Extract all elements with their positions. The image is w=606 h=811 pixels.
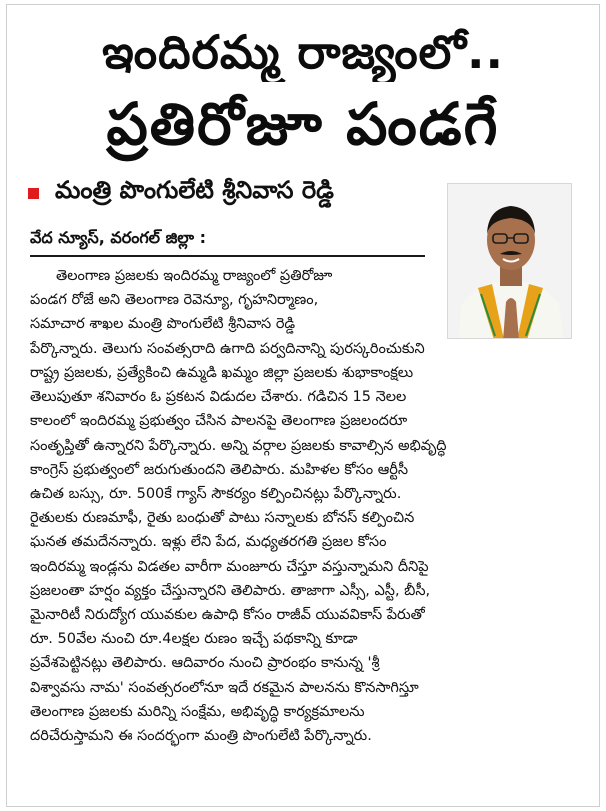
- article-line: పండగ రోజే అని తెలంగాణ రెవెన్యూ, గృహనిర్మాణం,: [30, 292, 319, 309]
- article-line: విశ్వావసు నామ' సంవత్సరంలోనూ ఇదే రకమైన పాలనను కొనసాగిస్తూ: [30, 679, 419, 696]
- minister-photo: [447, 183, 572, 339]
- article-body-top: [30, 264, 440, 361]
- portrait-illustration: [448, 184, 572, 339]
- article-line: ఇందిరమ్మ ఇండ్లను విడతల వారీగా మంజూరు చేస్తూ వస్తున్నామని దీనిపై: [30, 558, 429, 575]
- article-line: రాష్ట్ర ప్రజలకు, ప్రత్యేకించి ఉమ్మడి ఖమ్మం జిల్లా ప్రజలకు శుభాకాంక్షలు: [30, 365, 414, 381]
- article-line: తెలుపుతూ శనివారం ఓ ప్రకటన విడుదల చేశారు. గడిచిన 15 నెలల: [30, 389, 407, 406]
- article-line: కాంగ్రెస్ ప్రభుత్వంలో జరుగుతుందని తెలిపారు. మహిళల కోసం ఆర్టీసీ: [30, 461, 409, 478]
- article-line: కాలంలో ఇందిరమ్మ ప్రభుత్వం చేసిన పాలనపై తెలంగాణ ప్రజలందరూ: [30, 413, 408, 430]
- headline-line-1: ఇందిరమ్మ రాజ్యంలో..: [102, 25, 504, 79]
- article-line: రూ. 50వేల నుంచి రూ.4లక్షల రుణం ఇచ్చే పథకాన్ని కూడా: [30, 631, 358, 648]
- article-line: రైతులకు రుణమాఫీ, రైతు బంధుతో పాటు సన్నాలకు బోనస్ కల్పించిన: [30, 510, 415, 527]
- dateline: వేద న్యూస్, వరంగల్ జిల్లా :: [30, 228, 207, 247]
- article-line: తెలంగాణ ప్రజలకు మరిన్ని సంక్షేమ, అభివృద్ధి కార్యక్రమాలను: [30, 703, 365, 720]
- article-line: ఉచిత బస్సు, రూ. 500కే గ్యాస్ సౌకర్యం కల్పించినట్లు పేర్కొన్నారు.: [30, 486, 402, 503]
- article-line: పేర్కొన్నారు. తెలుగు సంవత్సరాది ఉగాది పర్వదినాన్ని పురస్కరించుకుని: [30, 340, 425, 357]
- article-body-full: [30, 361, 578, 748]
- article-line: మైనారిటీ నిరుద్యోగ యువకుల ఉపాధి కోసం రాజీవ్ యువవికాస్ పేరుతో: [30, 607, 425, 624]
- byline: [28, 176, 334, 210]
- byline-text: మంత్రి పొంగులేటి శ్రీనివాస రెడ్డి: [55, 176, 334, 204]
- article-line: సమాచార శాఖల మంత్రి పొంగులేటి శ్రీనివాస రెడ్డి: [30, 316, 296, 333]
- article-line: ప్రవేశపెట్టినట్లు తెలిపారు. ఆదివారం నుంచి ప్రారంభం కానున్న 'శ్రీ: [30, 655, 380, 672]
- article-line: తెలంగాణ ప్రజలకు ఇందిరమ్మ రాజ్యంలో ప్రతిరోజూ: [56, 268, 333, 284]
- article-line: ప్రజలంతా హర్షం వ్యక్తం చేస్తున్నారని తెలిపారు. తాజాగా ఎస్సీ, ఎస్టీ, బీసీ,: [30, 582, 431, 599]
- article-line: ఘనత తమదేనన్నారు. ఇళ్లు లేని పేద, మధ్యతరగతి ప్రజల కోసం: [30, 534, 387, 551]
- bullet-icon: [28, 188, 39, 199]
- article-line: దరిచేరుస్తామని ఈ సందర్భంగా మంత్రి పొంగులేటి పేర్కొన్నారు.: [30, 728, 372, 745]
- dateline-rule: [30, 255, 425, 257]
- article-line: సంతృప్తితో ఉన్నారని పేర్కొన్నారు. అన్ని వర్గాల ప్రజలకు కావాల్సిన అభివృద్ధి: [30, 437, 447, 454]
- headline-line-2: ప్రతిరోజూ పండగే: [106, 90, 500, 158]
